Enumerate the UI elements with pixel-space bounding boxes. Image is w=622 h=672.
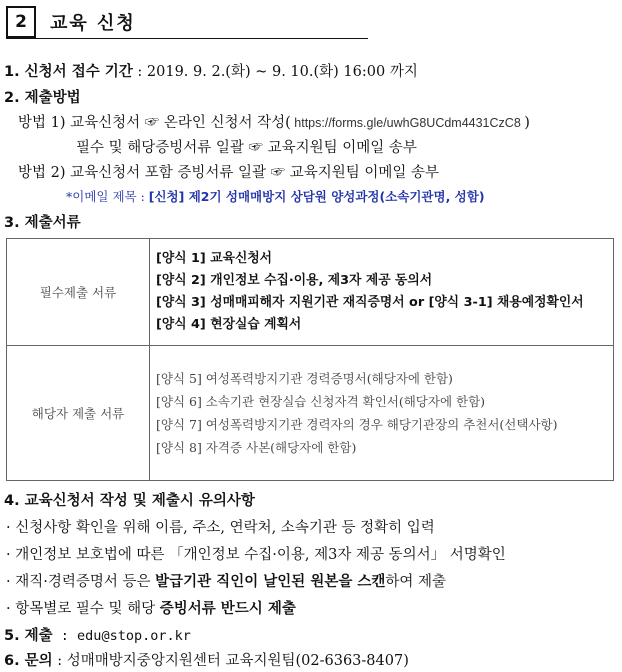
list-item: [양식 5] 여성폭력방지기관 경력증명서(해당자에 한함) <box>156 371 453 386</box>
list-item: [양식 7] 여성폭력방지기관 경력자의 경우 해당기관장의 추천서(선택사항) <box>156 417 558 432</box>
precaution-3 <box>6 570 446 591</box>
optional-docs-list <box>150 346 614 481</box>
submission-email-value[interactable]: : edu@stop.or.kr <box>52 628 191 644</box>
inquiry-value: : 성매매방지중앙지원센터 교육지원팀(02-6363-8407) <box>52 653 409 669</box>
section-title: 교육 신청 <box>50 13 136 34</box>
precaution-3-pre: · 재직·경력증명서 등은 <box>6 574 156 590</box>
precaution-3-post: 하여 제출 <box>385 574 447 590</box>
list-item: [양식 8] 자격증 사본(해당자에 한함) <box>156 440 357 455</box>
submission-email-label: 5. 제출 <box>4 628 53 644</box>
method-1-line-a <box>18 111 530 132</box>
precaution-4 <box>6 597 296 618</box>
method-1-suffix: ) <box>524 115 530 131</box>
list-item: [양식 2] 개인정보 수집·이용, 제3자 제공 동의서 <box>156 273 433 288</box>
application-period-value: : 2019. 9. 2.(화) ~ 9. 10.(화) 16:00 까지 <box>132 64 418 80</box>
application-period <box>4 60 418 81</box>
precaution-3-highlight: 발급기관 직인이 날인된 원본을 스캔 <box>155 574 386 590</box>
precaution-2: · 개인정보 보호법에 따른 「개인정보 수집·이용, 제3자 제공 동의서」 서명확인 <box>6 547 506 563</box>
submission-email <box>4 624 191 645</box>
list-item: [양식 6] 소속기관 현장실습 신청자격 확인서(해당자에 한함) <box>156 394 486 409</box>
optional-docs-category: 해당자 제출 서류 <box>7 346 150 481</box>
email-subject-prefix: *이메일 제목 : <box>66 189 149 204</box>
submission-method-label: 2. 제출방법 <box>4 90 81 106</box>
application-period-label: 1. 신청서 접수 기간 <box>4 64 133 80</box>
email-subject-text: [신청] 제2기 성매매방지 상담원 양성과정(소속기관명, 성함) <box>148 189 485 204</box>
documents-table <box>6 238 614 481</box>
inquiry <box>4 649 409 670</box>
required-docs-category: 필수제출 서류 <box>7 239 150 346</box>
table-row <box>7 239 614 346</box>
precautions-label: 4. 교육신청서 작성 및 제출시 유의사항 <box>4 493 255 509</box>
form-link[interactable]: https://forms.gle/uwhG8UCdm4431CzC8 <box>290 116 525 130</box>
required-docs-list <box>150 239 614 346</box>
precaution-4-pre: · 항목별로 필수 및 해당 <box>6 601 160 617</box>
inquiry-label: 6. 문의 <box>4 653 53 669</box>
list-item: [양식 1] 교육신청서 <box>156 251 273 266</box>
section-divider <box>6 38 368 39</box>
list-item: [양식 4] 현장실습 계획서 <box>156 317 302 332</box>
section-header <box>6 6 136 38</box>
table-row <box>7 346 614 481</box>
method-1-line-b: 필수 및 해당증빙서류 일괄 ☞ 교육지원팀 이메일 송부 <box>76 140 417 156</box>
list-item: [양식 3] 성매매피해자 지원기관 재직증명서 or [양식 3-1] 채용예정확인서 <box>156 295 584 310</box>
precaution-4-highlight: 증빙서류 반드시 제출 <box>159 601 296 617</box>
method-2-line: 방법 2) 교육신청서 포함 증빙서류 일괄 ☞ 교육지원팀 이메일 송부 <box>18 165 440 181</box>
documents-label: 3. 제출서류 <box>4 215 81 231</box>
section-number: 2 <box>6 6 36 38</box>
precaution-1: · 신청사항 확인을 위해 이름, 주소, 연락처, 소속기관 등 정확히 입력 <box>6 520 435 536</box>
email-subject-note <box>66 187 485 205</box>
method-1-prefix: 방법 1) 교육신청서 ☞ 온라인 신청서 작성( <box>18 115 291 131</box>
